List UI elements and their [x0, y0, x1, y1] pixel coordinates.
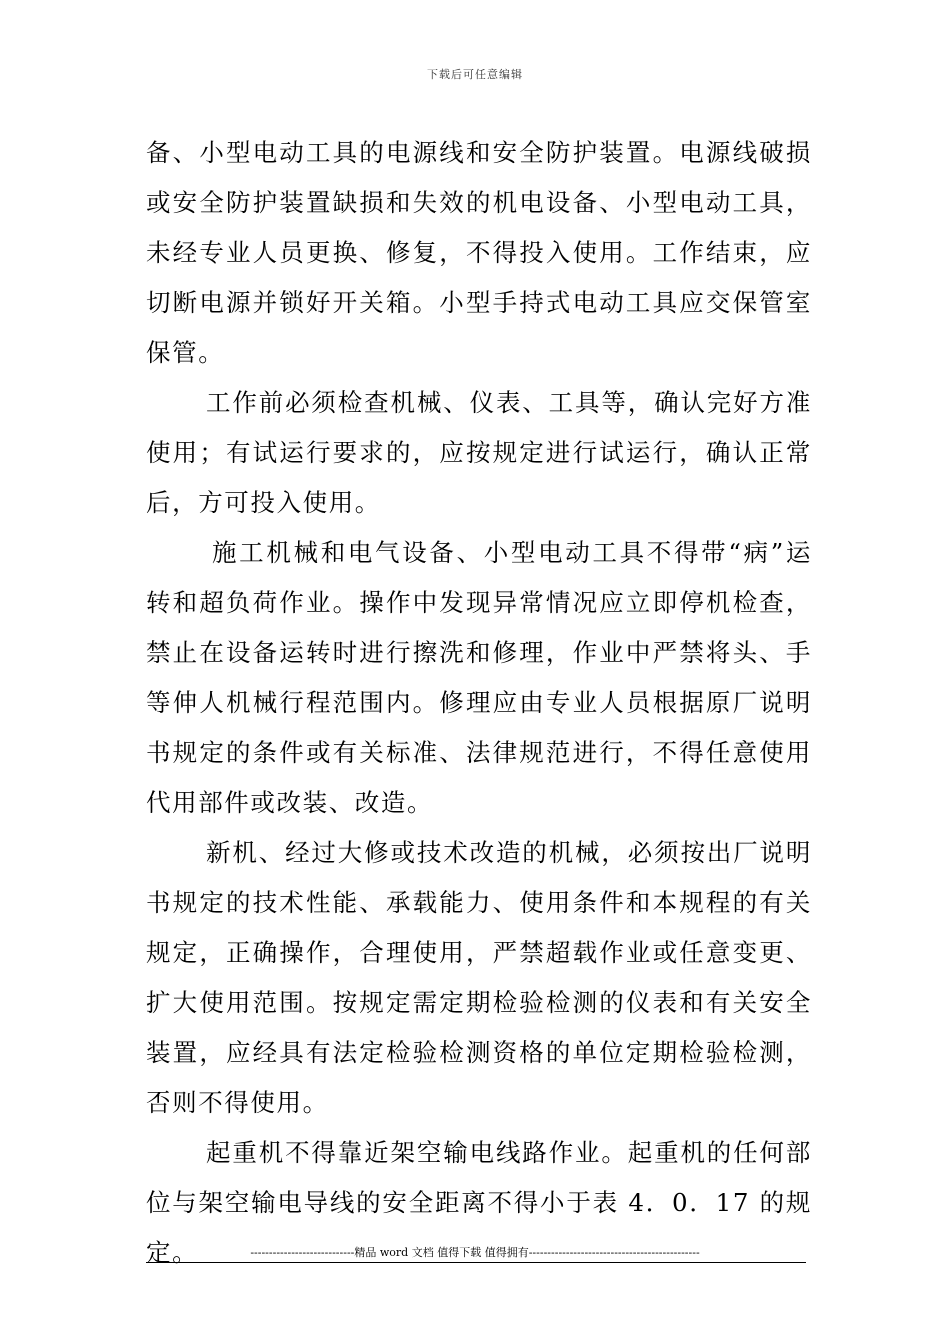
paragraph-1: 备、小型电动工具的电源线和安全防护装置。电源线破损或安全防护装置缺损和失效的机电设备、小型电动工具，未经专业人员更换、修复，不得投入使用。工作结束，应切断电源并锁好开关箱。小型手持式电动工具应交保管室保管。: [146, 138, 812, 367]
paragraph-3: 施工机械和电气设备、小型电动工具不得带“病”运转和超负荷作业。操作中发现异常情况应立即停机检查，禁止在设备运转时进行擦洗和修理，作业中严禁将头、手等伸人机械行程范围内。修理应由专业人员根据原厂说明书规定的条件或有关标准、法律规范进行，不得任意使用代用部件或改装、改造。: [146, 538, 812, 817]
footer-divider: [146, 1262, 806, 1263]
paragraph-4: 新机、经过大修或技术改造的机械，必须按出厂说明书规定的技术性能、承载能力、使用条件和本规程的有关规定，正确操作，合理使用，严禁超载作业或任意变更、扩大使用范围。按规定需定期检验检测的仪表和有关安全装置，应经具有法定检验检测资格的单位定期检验检测，否则不得使用。: [146, 838, 812, 1117]
page-header-note: 下载后可任意编辑: [427, 68, 523, 81]
paragraph-2: 工作前必须检查机械、仪表、工具等，确认完好方准使用；有试运行要求的，应按规定进行试运行，确认正常后，方可投入使用。: [146, 388, 812, 517]
paragraph-5: 起重机不得靠近架空输电线路作业。起重机的任何部位与架空输电导线的安全距离不得小于表 4．0．17 的规定。: [146, 1138, 812, 1267]
document-body: [146, 128, 812, 1278]
page-footer-note: ----------------------------精品 word 文档 值得下载 值得拥有----------------------------------------------: [250, 1246, 700, 1259]
